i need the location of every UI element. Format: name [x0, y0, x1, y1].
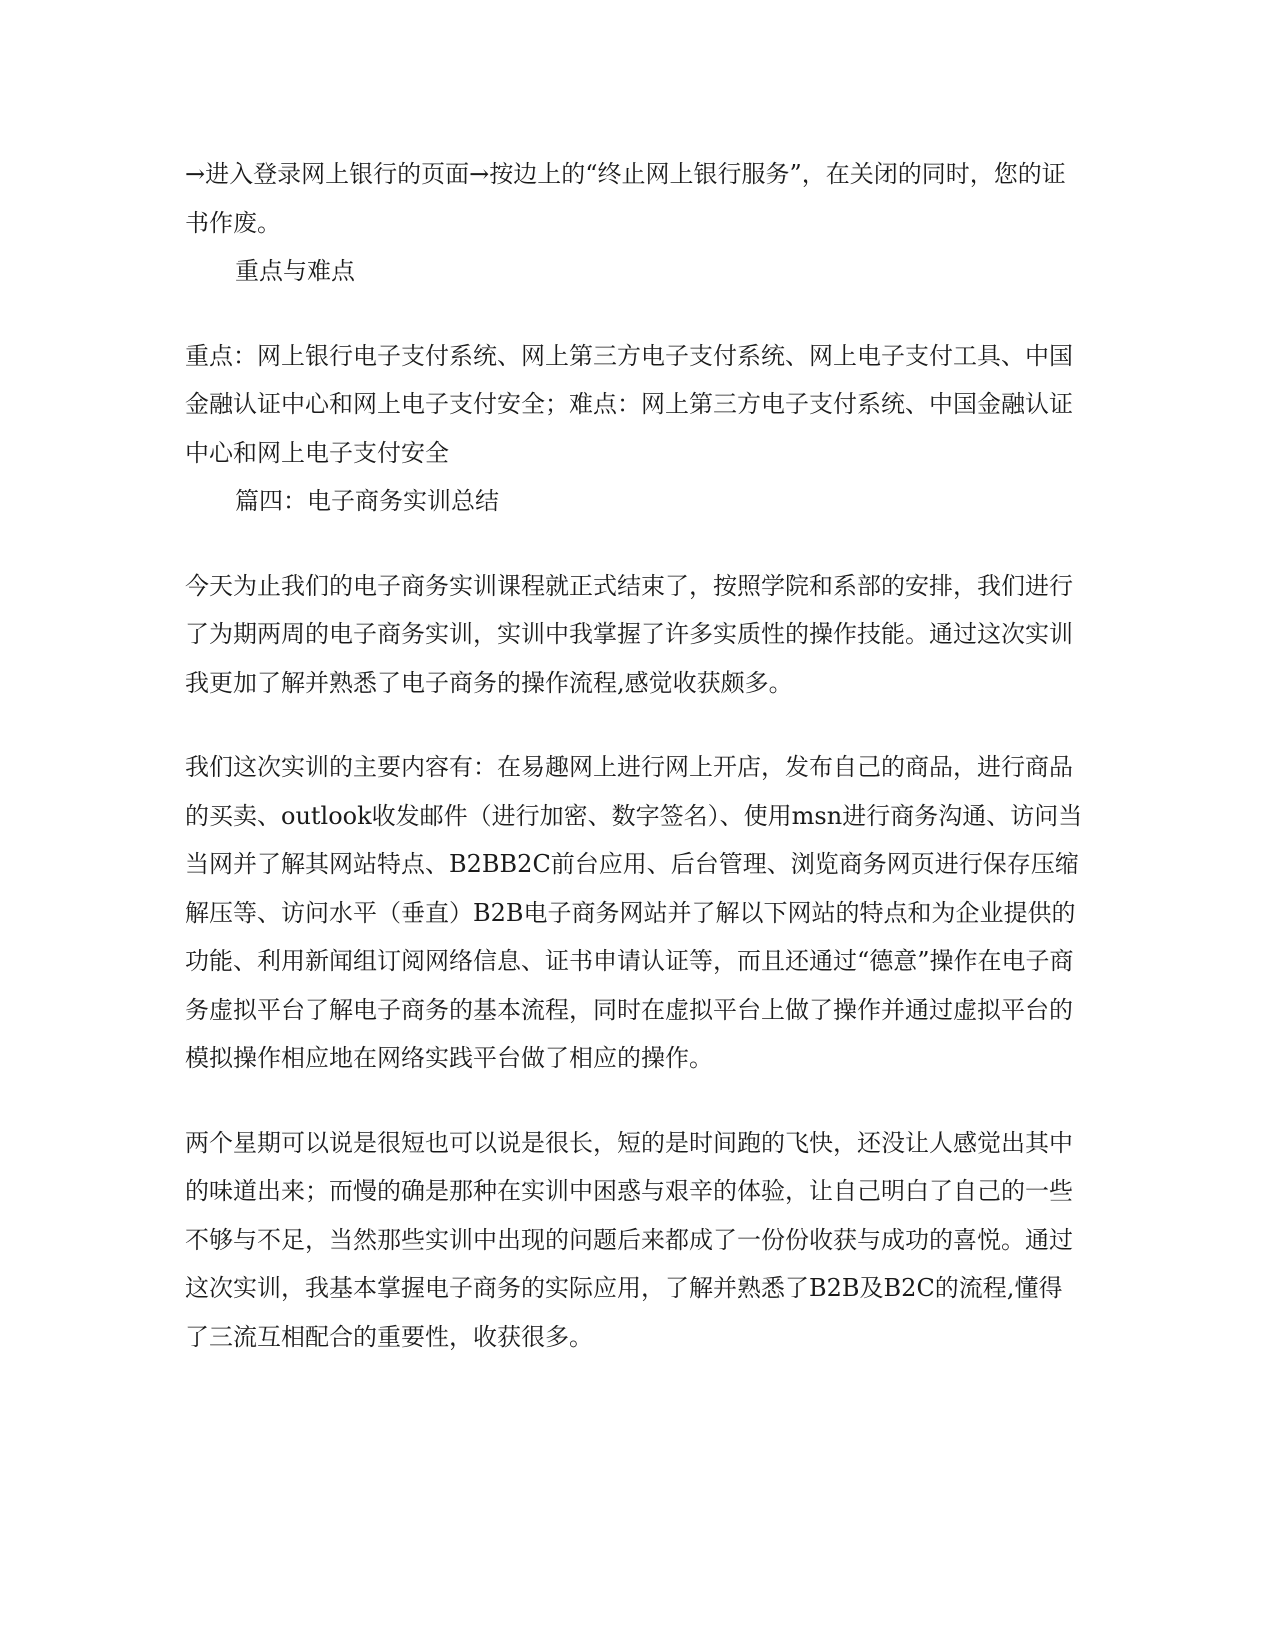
- heading-key-points: 重点与难点: [235, 257, 355, 285]
- paragraph-key-points: 重点：网上银行电子支付系统、网上第三方电子支付系统、网上电子支付工具、中国金融认证中心和网上电子支付安全；难点：网上第三方电子支付系统、中国金融认证中心和网上电子支付安全: [185, 341, 1073, 467]
- spacer: [185, 1083, 1085, 1119]
- paragraph-training-reflection: 两个星期可以说是很短也可以说是很长，短的是时间跑的飞快，还没让人感觉出其中的味道出来；而慢的确是那种在实训中困惑与艰辛的体验，让自己明白了自己的一些不够与不足，当然那些实训中出现的问题后来都成了一份份收获与成功的喜悦。通过这次实训，我基本掌握电子商务的实际应用，了解并熟悉了B2B及B2C的流程,懂得了三流互相配合的重要性，收获很多。: [185, 1128, 1073, 1351]
- document-page: [185, 150, 1085, 1361]
- spacer: [185, 707, 1085, 743]
- paragraph-training-content: 我们这次实训的主要内容有：在易趣网上进行网上开店，发布自己的商品，进行商品的买卖、outlook收发邮件（进行加密、数字签名）、使用msn进行商务沟通、访问当当网并了解其网站特点、B2BB2C前台应用、后台管理、浏览商务网页进行保存压缩解压等、访问水平（垂直）B2B电子商务网站并了解以下网站的特点和为企业提供的功能、利用新闻组订阅网络信息、证书申请认证等，而且还通过“德意”操作在电子商务虚拟平台了解电子商务的基本流程，同时在虚拟平台上做了操作并通过虚拟平台的模拟操作相应地在网络实践平台做了相应的操作。: [185, 753, 1083, 1072]
- spacer: [185, 526, 1085, 562]
- heading-chapter-four: 篇四：电子商务实训总结: [235, 487, 499, 515]
- spacer: [185, 296, 1085, 332]
- paragraph-certificate-cancel: →进入登录网上银行的页面→按边上的“终止网上银行服务”，在关闭的同时，您的证书作废。: [185, 160, 1066, 237]
- paragraph-training-intro: 今天为止我们的电子商务实训课程就正式结束了，按照学院和系部的安排，我们进行了为期两周的电子商务实训，实训中我掌握了许多实质性的操作技能。通过这次实训我更加了解并熟悉了电子商务的操作流程,感觉收获颇多。: [185, 571, 1073, 697]
